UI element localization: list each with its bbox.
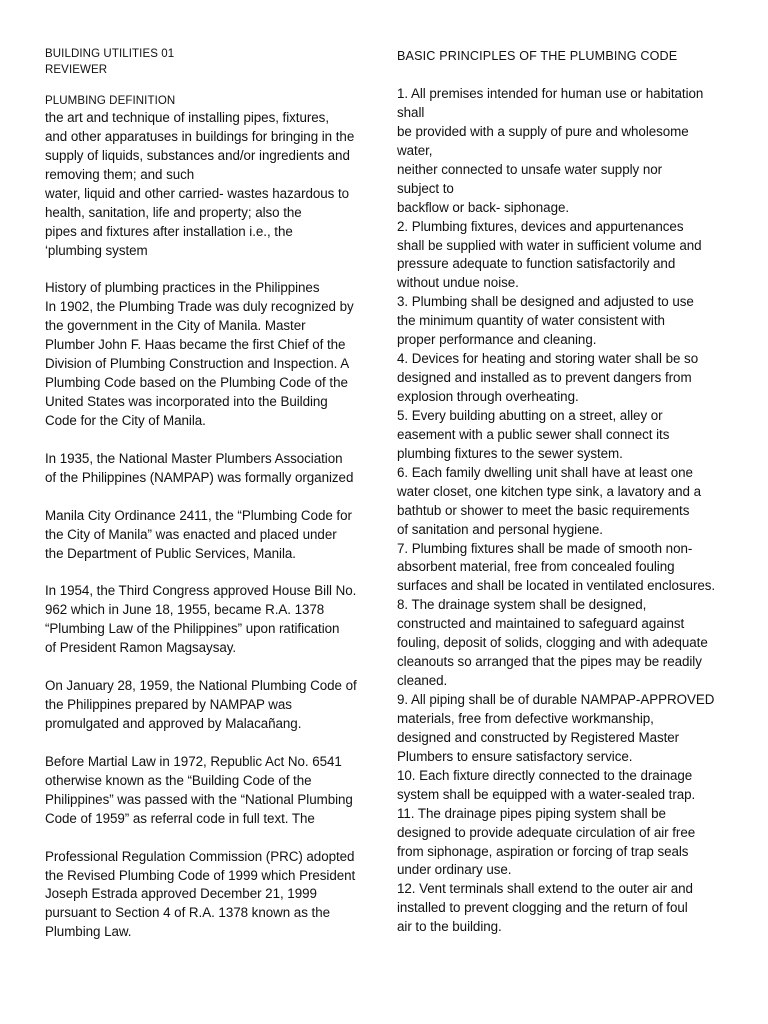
principle-line: system shall be equipped with a water-sealed trap. [397, 786, 696, 802]
definition-heading: PLUMBING DEFINITION [45, 95, 176, 107]
text-line: Philippines” was passed with the “National Plumbing [45, 791, 353, 807]
text-line: Plumber John F. Haas became the first Chief of the [45, 337, 346, 353]
principle-line: cleaned. [397, 673, 448, 689]
principle-line: be provided with a supply of pure and wholesome [397, 123, 689, 139]
history-paragraph-ordinance [45, 507, 375, 564]
text-line: of the Philippines (NAMPAP) was formally organized [45, 469, 354, 485]
principle-line: 11. The drainage pipes piping system shall be [397, 805, 666, 821]
principle-line: materials, free from defective workmanship, [397, 710, 654, 726]
text-line: “Plumbing Law of the Philippines” upon ratification [45, 621, 340, 637]
principle-line: pressure adequate to function satisfactorily and [397, 256, 676, 272]
text-line: removing them; and such [45, 166, 195, 182]
principle-line: without undue noise. [397, 275, 519, 291]
text-line: the Revised Plumbing Code of 1999 which President [45, 867, 356, 883]
document-title: BUILDING UTILITIES 01 [45, 48, 175, 60]
text-line: the art and technique of installing pipes, fixtures, [45, 110, 329, 125]
text-line: promulgated and approved by Malacañang. [45, 716, 302, 731]
principle-line: 4. Devices for heating and storing water shall be so [397, 351, 699, 367]
principle-line: installed to prevent clogging and the return of foul [397, 900, 688, 916]
principle-line: easement with a public sewer shall connect its [397, 426, 670, 442]
history-heading: History of plumbing practices in the Philippines [45, 280, 320, 296]
principle-line: the minimum quantity of water consistent with [397, 313, 665, 329]
principle-line: cleanouts so arranged that the pipes may be readily [397, 654, 702, 670]
principle-line: of sanitation and personal hygiene. [397, 521, 603, 537]
principles-list [397, 85, 737, 937]
principle-line: 6. Each family dwelling unit shall have at least one [397, 464, 693, 480]
principle-line: surfaces and shall be located in ventilated enclosures. [397, 578, 716, 594]
principle-line: under ordinary use. [397, 862, 512, 878]
principle-line: backflow or back- siphonage. [397, 199, 570, 215]
principle-line: 8. The drainage system shall be designed, [397, 597, 647, 613]
principle-line: shall [397, 104, 425, 120]
text-line: On January 28, 1959, the National Plumbing Code of [45, 678, 357, 694]
principle-line: water, [397, 142, 433, 158]
principle-line: neither connected to unsafe water supply nor [397, 161, 663, 177]
principle-line: 3. Plumbing shall be designed and adjusted to use [397, 294, 694, 310]
text-line: In 1954, the Third Congress approved House Bill No. [45, 583, 357, 599]
text-line: Before Martial Law in 1972, Republic Act No. 6541 [45, 753, 342, 769]
text-line: Plumbing Code based on the Plumbing Code of the [45, 375, 348, 391]
principle-line: 12. Vent terminals shall extend to the outer air and [397, 881, 693, 897]
principle-line: shall be supplied with water in sufficient volume and [397, 237, 702, 253]
text-line: the government in the City of Manila. Master [45, 318, 306, 334]
text-line: ‘plumbing system [45, 242, 148, 258]
definition-paragraph [45, 109, 375, 261]
text-line: Professional Regulation Commission (PRC) adopted [45, 848, 355, 864]
principle-line: bathtub or shower to meet the basic requirements [397, 502, 690, 518]
text-line: Division of Plumbing Construction and Inspection. A [45, 356, 350, 372]
history-paragraph-1935 [45, 450, 375, 488]
text-line: pipes and fixtures after installation i.e., the [45, 223, 293, 239]
principle-line: subject to [397, 180, 454, 196]
text-line: supply of liquids, substances and/or ingredients and [45, 147, 350, 163]
principle-line: constructed and maintained to safeguard against [397, 616, 685, 632]
text-line: Plumbing Law. [45, 924, 132, 940]
principle-line: Plumbers to ensure satisfactory service. [397, 748, 633, 764]
text-line: otherwise known as the “Building Code of the [45, 772, 312, 788]
text-line: Code of 1959” as referral code in full text. The [45, 810, 315, 826]
text-line: water, liquid and other carried- wastes hazardous to [45, 185, 350, 201]
history-paragraph-1959 [45, 677, 375, 734]
text-line: and other apparatuses in buildings for bringing in the [45, 128, 355, 144]
principle-line: explosion through overheating. [397, 389, 579, 404]
principle-line: plumbing fixtures to the sewer system. [397, 445, 623, 461]
principle-line: absorbent material, free from concealed fouling [397, 559, 675, 575]
principle-line: 2. Plumbing fixtures, devices and appurtenances [397, 218, 684, 234]
text-line: the Department of Public Services, Manila. [45, 545, 296, 561]
principle-line: designed and constructed by Registered Master [397, 729, 680, 745]
history-paragraph-1972 [45, 753, 375, 829]
text-line: pursuant to Section 4 of R.A. 1378 known as the [45, 905, 330, 921]
text-line: the City of Manila” was enacted and placed under [45, 526, 337, 542]
principle-line: 9. All piping shall be of durable NAMPAP-APPROVED [397, 692, 715, 707]
principle-line: proper performance and cleaning. [397, 332, 597, 348]
principle-line: fouling, deposit of solids, clogging and with adequate [397, 635, 708, 651]
principle-line: designed to provide adequate circulation of air free [397, 824, 696, 840]
history-paragraph-1999 [45, 848, 375, 943]
text-line: Code for the City of Manila. [45, 413, 206, 428]
left-column [45, 46, 375, 942]
text-line: In 1935, the National Master Plumbers Association [45, 450, 343, 466]
principles-heading: BASIC PRINCIPLES OF THE PLUMBING CODE [397, 49, 678, 63]
text-line: Manila City Ordinance 2411, the “Plumbing Code for [45, 507, 352, 523]
text-line: 962 which in June 18, 1955, became R.A. 1378 [45, 602, 325, 618]
text-line: United States was incorporated into the Building [45, 394, 328, 410]
history-paragraph-1954 [45, 582, 375, 658]
principle-line: air to the building. [397, 919, 502, 935]
text-line: health, sanitation, life and property; also the [45, 204, 302, 220]
right-column [397, 48, 737, 937]
text-line: of President Ramon Magsaysay. [45, 640, 237, 656]
text-line: the Philippines prepared by NAMPAP was [45, 697, 292, 713]
principle-line: 1. All premises intended for human use or habitation [397, 86, 704, 101]
principle-line: designed and installed as to prevent dangers from [397, 370, 692, 386]
history-paragraph-1902 [45, 298, 375, 431]
principle-line: from siphonage, aspiration or forcing of trap seals [397, 843, 689, 859]
document-subtitle: REVIEWER [45, 64, 108, 76]
principle-line: 5. Every building abutting on a street, alley or [397, 407, 663, 423]
principle-line: water closet, one kitchen type sink, a lavatory and a [397, 483, 702, 499]
text-line: Joseph Estrada approved December 21, 1999 [45, 886, 317, 902]
principle-line: 10. Each fixture directly connected to the drainage [397, 767, 693, 783]
principle-line: 7. Plumbing fixtures shall be made of smooth non- [397, 540, 693, 556]
text-line: In 1902, the Plumbing Trade was duly recognized by [45, 299, 354, 315]
